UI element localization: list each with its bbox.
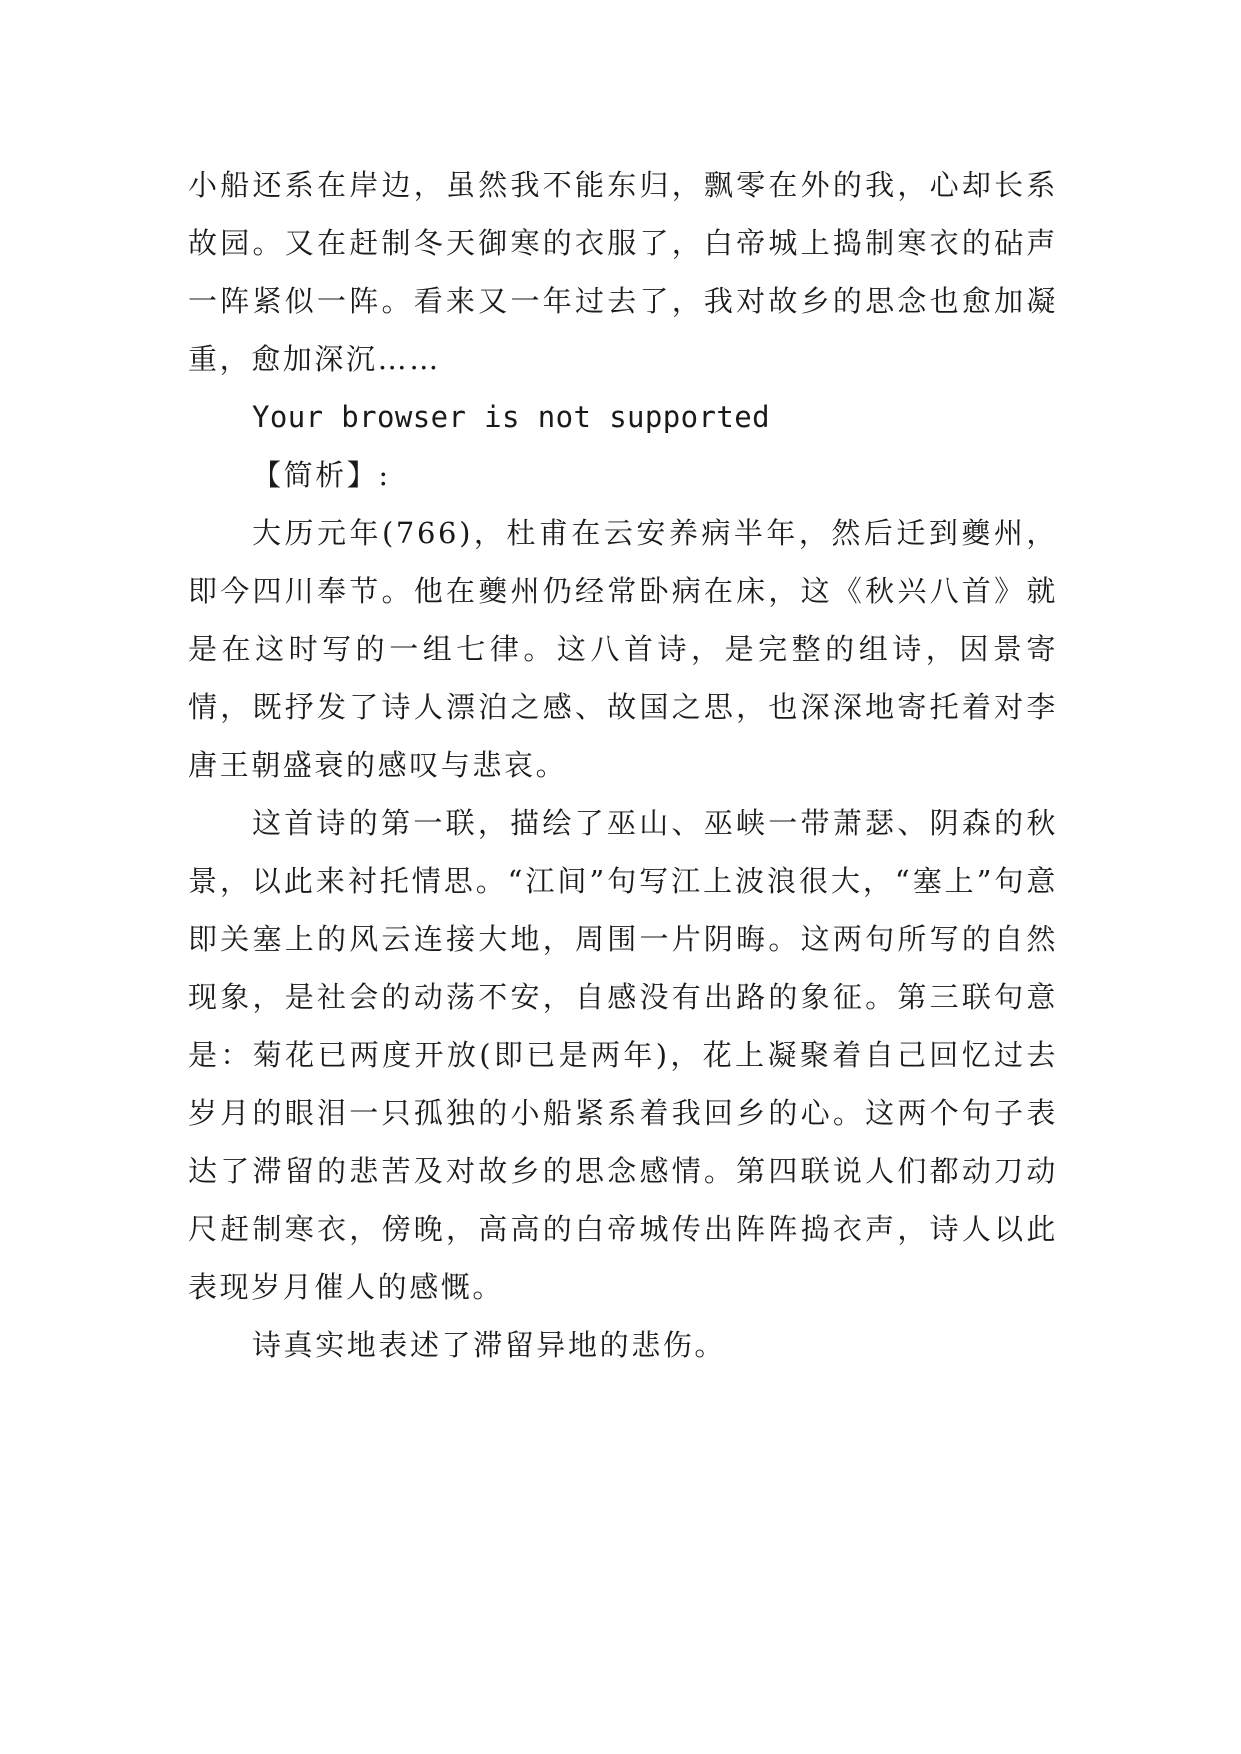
document-body (188, 156, 1058, 1374)
paragraph-background: 大历元年(766)，杜甫在云安养病半年，然后迁到夔州，即今四川奉节。他在夔州仍经常卧病在床，这《秋兴八首》就是在这时写的一组七律。这八首诗，是完整的组诗，因景寄情，既抒发了诗人漂泊之感、故国之思，也深深地寄托着对李唐王朝盛衰的感叹与悲哀。 (188, 516, 1058, 782)
paragraph-conclusion: 诗真实地表述了滞留异地的悲伤。 (252, 1328, 727, 1362)
paragraph-analysis: 这首诗的第一联，描绘了巫山、巫峡一带萧瑟、阴森的秋景，以此来衬托情思。“江间”句写江上波浪很大，“塞上”句意即关塞上的风云连接大地，周围一片阴晦。这两句所写的自然现象，是社会的动荡不安，自感没有出路的象征。第三联句意是：菊花已两度开放(即已是两年)，花上凝聚着自己回忆过去岁月的眼泪一只孤独的小船紧系着我回乡的心。这两个句子表达了滞留的悲苦及对故乡的思念感情。第四联说人们都动刀动尺赶制寒衣，傍晚，高高的白帝城传出阵阵捣衣声，诗人以此表现岁月催人的感慨。 (188, 806, 1058, 1304)
paragraph-translation-end: 小船还系在岸边，虽然我不能东归，飘零在外的我，心却长系故园。又在赶制冬天御寒的衣服了，白帝城上捣制寒衣的砧声一阵紧似一阵。看来又一年过去了，我对故乡的思念也愈加凝重，愈加深沉…… (188, 168, 1058, 376)
browser-unsupported-notice: Your browser is not supported (252, 400, 770, 434)
section-heading-analysis: 【简析】: (252, 458, 391, 492)
